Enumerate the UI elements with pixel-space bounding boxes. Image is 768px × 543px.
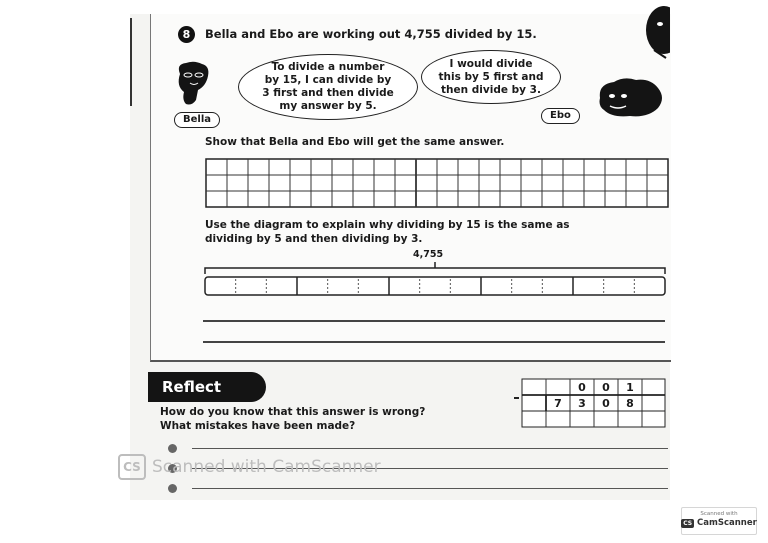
working-grid (205, 158, 669, 208)
camscanner-watermark (118, 454, 381, 480)
camscanner-badge (681, 507, 757, 535)
answer-line (203, 320, 665, 322)
bar-model-diagram (203, 260, 669, 300)
bar-model-total-label: 4,755 (413, 249, 444, 260)
diagram-prompt-line: Use the diagram to explain why dividing by 15 is the same as (205, 219, 570, 231)
writing-line (192, 488, 668, 489)
partial-character-icon (640, 4, 670, 60)
bella-speech-line: 3 first and then divide (262, 87, 394, 99)
watermark-text: Scanned with CamScanner (152, 457, 381, 477)
calc-digit: 0 (578, 381, 586, 394)
badge-brand (682, 518, 756, 528)
answer-line (203, 341, 665, 343)
page-margin-line (130, 18, 132, 106)
diagram-explanation-prompt (205, 218, 570, 246)
question-text: Bella and Ebo are working out 4,755 divided by 15. (205, 27, 537, 41)
show-same-answer-prompt: Show that Bella and Ebo will get the same answer. (205, 136, 505, 148)
badge-brand-name: CamScanner (697, 518, 757, 528)
calculation-minus-sign (514, 397, 519, 399)
bella-speech-bubble (238, 54, 418, 120)
camscanner-badge-icon: CS (683, 519, 693, 527)
calc-digit: 1 (626, 381, 634, 394)
bella-speech-line: To divide a number (271, 61, 385, 73)
calc-digit: 0 (602, 381, 610, 394)
bella-speech-line: by 15, I can divide by (264, 74, 392, 86)
writing-line (192, 448, 668, 449)
ebo-speech-bubble (421, 50, 561, 104)
ebo-character-icon (594, 76, 666, 120)
ebo-speech-line: this by 5 first and (438, 70, 544, 83)
ebo-speech-line: I would divide (449, 57, 533, 70)
writing-line-bullet (168, 444, 177, 453)
reflect-question (160, 405, 425, 433)
question-number: 8 (178, 26, 195, 43)
reflect-question-line: What mistakes have been made? (160, 420, 356, 432)
ebo-speech-line: then divide by 3. (441, 83, 541, 96)
bella-speech-line: my answer by 5. (279, 100, 377, 112)
reflect-question-line: How do you know that this answer is wrong? (160, 406, 426, 418)
bar-model-bracket (205, 268, 665, 274)
ebo-name-tag: Ebo (541, 108, 580, 124)
diagram-prompt-line: dividing by 5 and then dividing by 3. (205, 233, 423, 245)
calc-digit: 8 (626, 397, 634, 410)
division-calculation-grid (521, 378, 669, 430)
bar-model-bar (205, 277, 665, 295)
bella-name-tag: Bella (174, 112, 220, 128)
calc-digit: 7 (554, 397, 562, 410)
camscanner-logo-icon: CS (118, 454, 146, 480)
calc-digit: 0 (602, 397, 610, 410)
badge-caption: Scanned with (700, 511, 738, 517)
reflect-heading: Reflect (148, 372, 266, 402)
calc-digit: 3 (578, 397, 586, 410)
bella-character-icon (172, 60, 214, 108)
writing-line-bullet (168, 484, 177, 493)
